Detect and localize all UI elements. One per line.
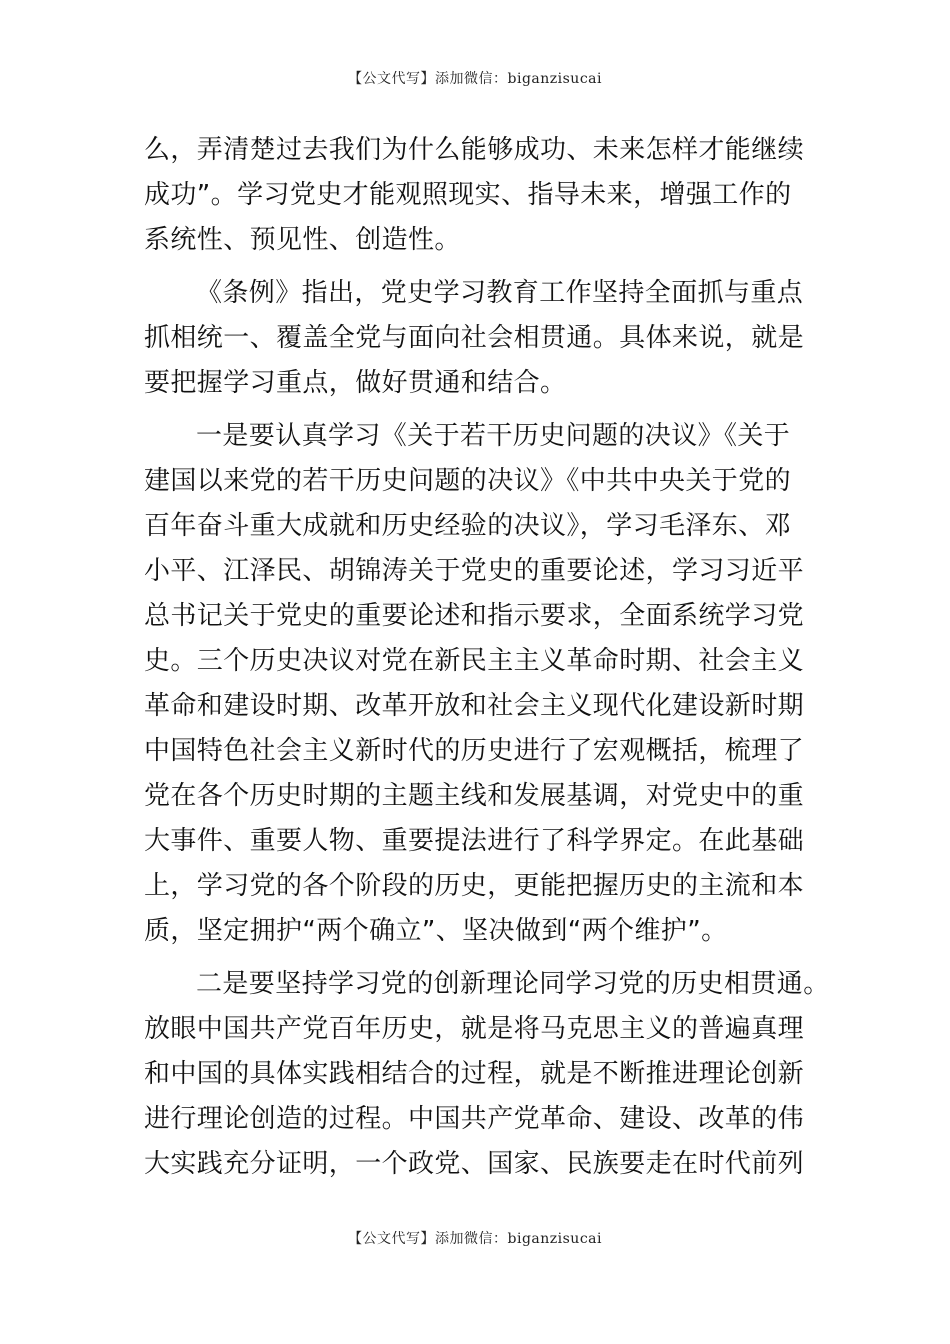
paragraph-regulation [144, 271, 824, 406]
text-line: 百年奋斗重大成就和历史经验的决议》，学习毛泽东、邓 [144, 511, 792, 541]
paragraph-point-two [144, 962, 830, 1187]
text-line: 大实践充分证明，一个政党、国家、民族要走在时代前列 [144, 1149, 805, 1179]
text-line: 二是要坚持学习党的创新理论同学习党的历史相贯通。 [196, 969, 830, 999]
text-line: 放眼中国共产党百年历史，就是将马克思主义的普遍真理 [144, 1014, 805, 1044]
text-line: 和中国的具体实践相结合的过程，就是不断推进理论创新 [144, 1059, 805, 1089]
text-line: 质，坚定拥护“两个确立”、坚决做到“两个维护”。 [144, 916, 728, 946]
text-line: 系统性、预见性、创造性。 [144, 225, 461, 255]
page-header-watermark: 【公文代写】添加微信：biganzisucai [348, 71, 602, 87]
text-line: 上，学习党的各个阶段的历史，更能把握历史的主流和本 [144, 871, 805, 901]
text-line: 建国以来党的若干历史问题的决议》《中共中央关于党的 [144, 466, 792, 496]
text-line: 《条例》指出，党史学习教育工作坚持全面抓与重点 [196, 278, 804, 308]
paragraph-continuation [144, 128, 824, 263]
text-line: 总书记关于党史的重要论述和指示要求，全面系统学习党 [144, 601, 805, 631]
document-body [144, 128, 830, 1195]
text-line: 大事件、重要人物、重要提法进行了科学界定。在此基础 [144, 826, 805, 856]
text-line: 党在各个历史时期的主题主线和发展基调，对党史中的重 [144, 781, 805, 811]
text-line: 史。三个历史决议对党在新民主主义革命时期、社会主义 [144, 646, 805, 676]
text-line: 中国特色社会主义新时代的历史进行了宏观概括，梳理了 [144, 736, 805, 766]
text-line: 一是要认真学习《关于若干历史问题的决议》《关于 [196, 421, 791, 451]
paragraph-point-one [144, 414, 824, 954]
text-line: 成功”。学习党史才能观照现实、指导未来，增强工作的 [144, 180, 792, 210]
page-footer-watermark: 【公文代写】添加微信：biganzisucai [348, 1231, 602, 1247]
text-line: 小平、江泽民、胡锦涛关于党史的重要论述，学习习近平 [144, 556, 805, 586]
text-line: 么，弄清楚过去我们为什么能够成功、未来怎样才能继续 [144, 135, 805, 165]
text-line: 进行理论创造的过程。中国共产党革命、建设、改革的伟 [144, 1104, 805, 1134]
text-line: 要把握学习重点，做好贯通和结合。 [144, 368, 567, 398]
text-line: 革命和建设时期、改革开放和社会主义现代化建设新时期 [144, 691, 805, 721]
text-line: 抓相统一、覆盖全党与面向社会相贯通。具体来说，就是 [144, 323, 805, 353]
